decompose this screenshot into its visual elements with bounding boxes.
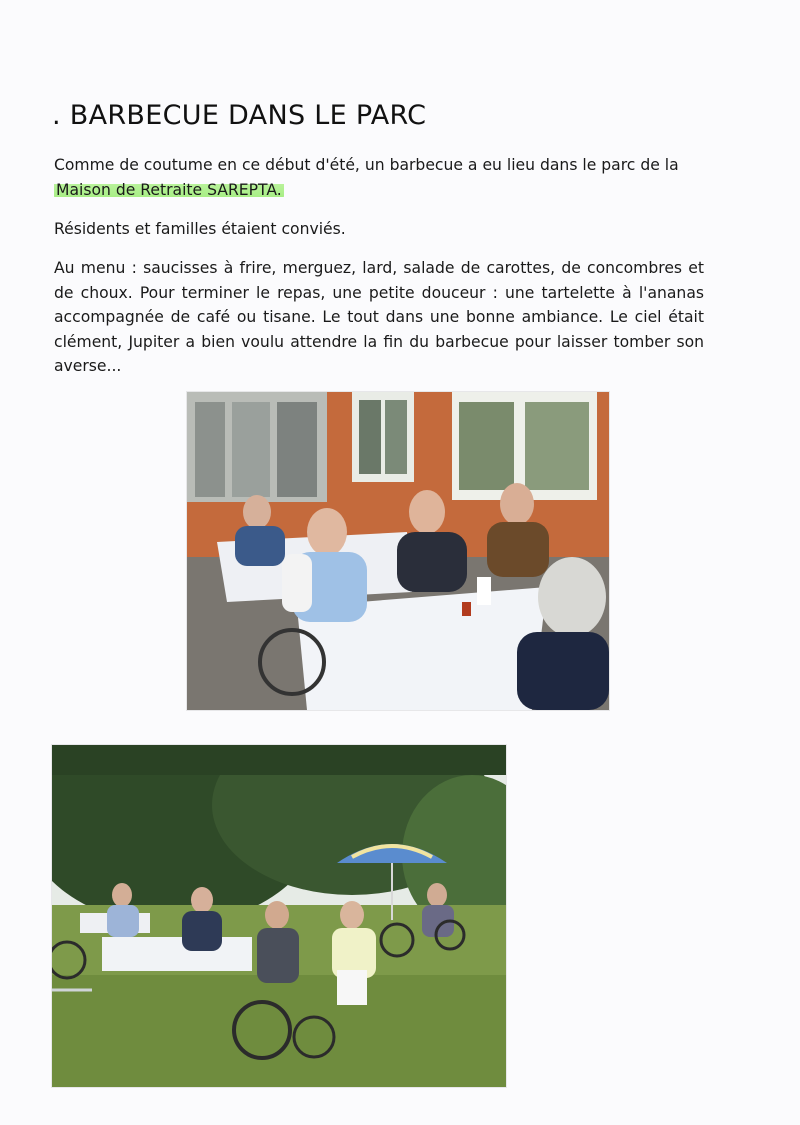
page-title: . BARBECUE DANS LE PARC xyxy=(52,100,427,131)
guests-paragraph: Résidents et familles étaient conviés. xyxy=(54,220,346,238)
highlighted-name: Maison de Retraite SAREPTA. xyxy=(56,180,282,199)
terrace-photo xyxy=(187,392,609,710)
intro-text: Comme de coutume en ce début d'été, un barbecue a eu lieu dans le parc de la xyxy=(54,156,679,174)
intro-paragraph xyxy=(54,153,704,202)
menu-paragraph: Au menu : saucisses à frire, merguez, lard, salade de carottes, de concombres et de choux. Pour terminer le repas, une petite douceur : une tartelette à l'ananas accompagnée de café ou tisane. Le tout dans une bonne ambiance. Le ciel était clément, Jupiter a bien voulu attendre la fin du barbecue pour laisser tomber son averse... xyxy=(54,259,704,375)
garden-photo xyxy=(52,745,506,1087)
